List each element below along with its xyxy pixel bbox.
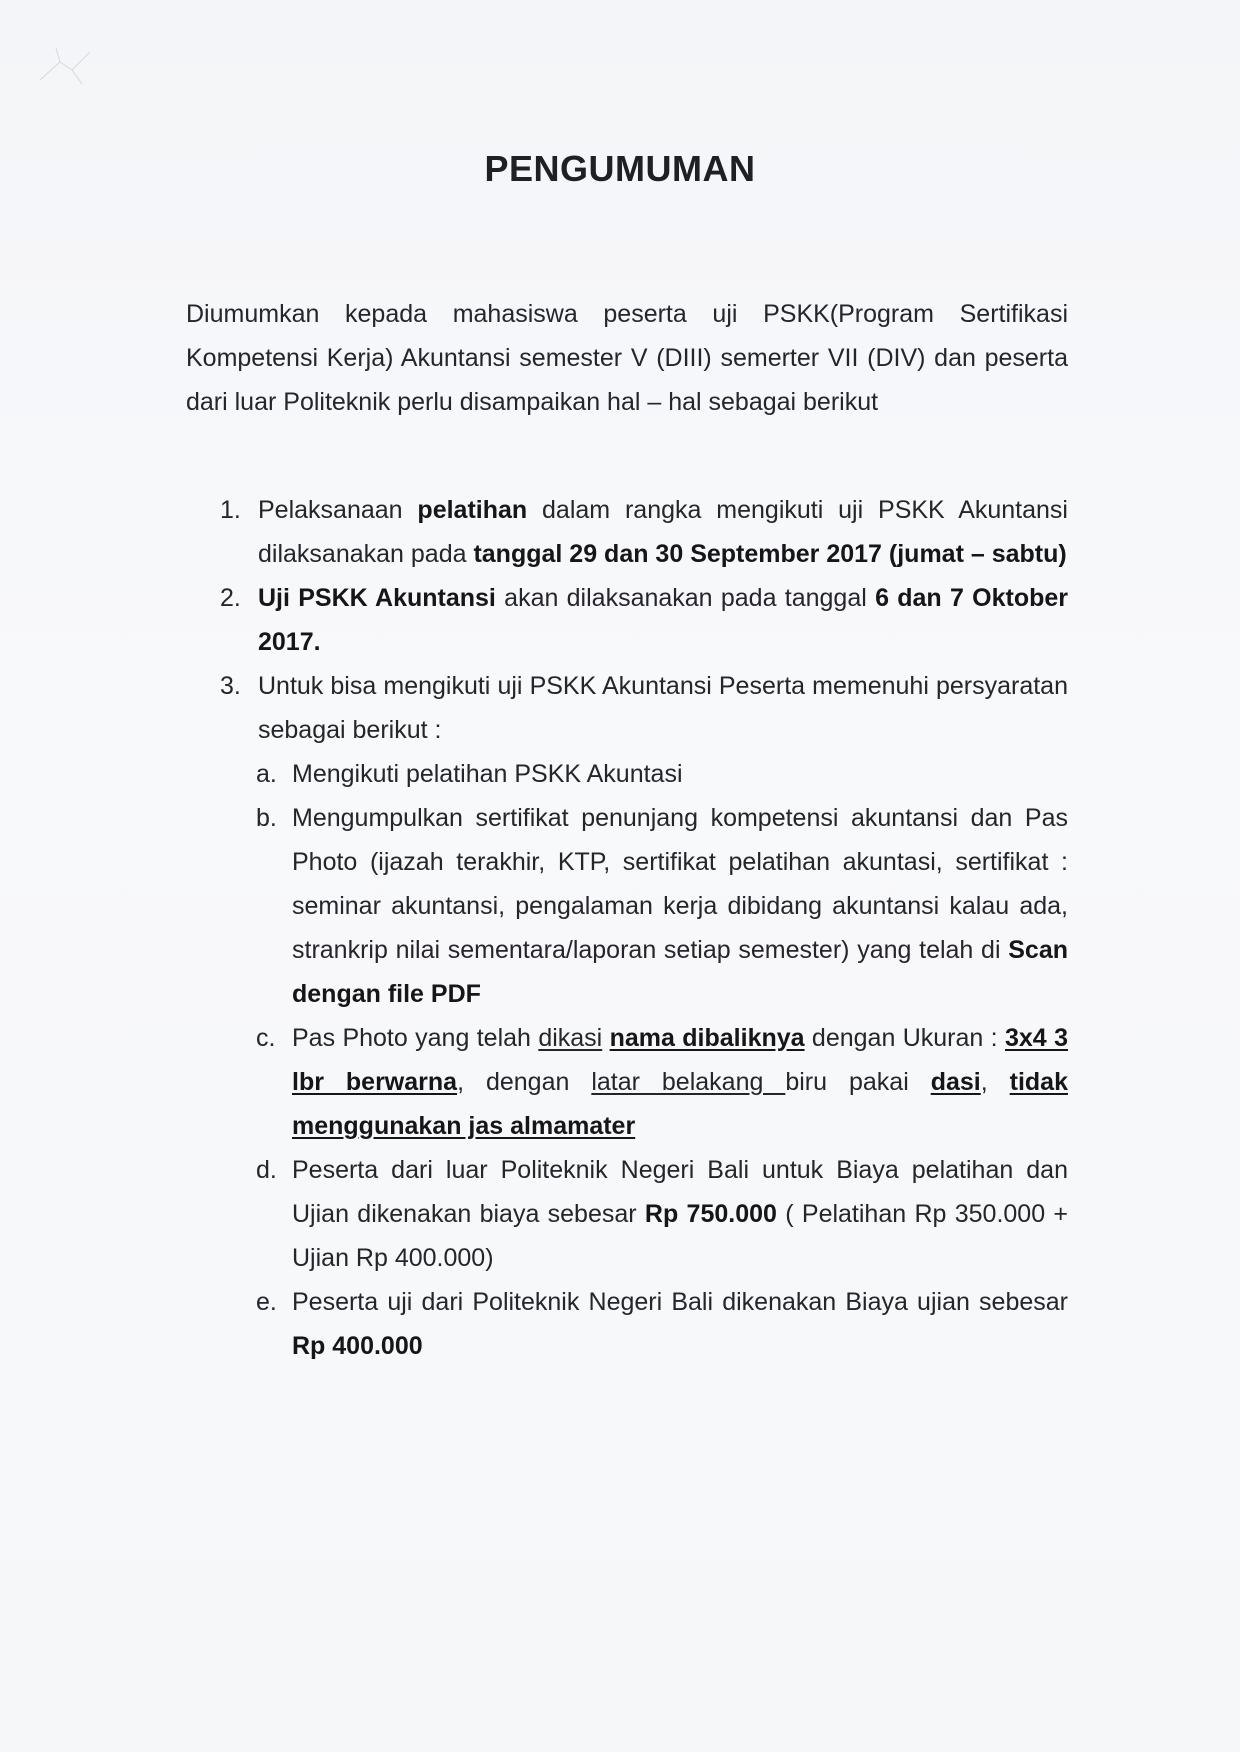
sub-item-text: Mengikuti pelatihan PSKK Akuntasi [292,760,683,788]
sub-item-text: Peserta dari luar Politeknik Negeri Bali untuk Biaya pelatihan dan Ujian dikenakan biaya sebesar [292,1156,1068,1228]
sub-item-bold-underlined-text: 3x4 3 lbr berwarna [292,1024,1068,1096]
sub-item-letter: c. [256,1024,276,1052]
sub-item-text: , dengan [457,1068,592,1096]
sub-item-text: biru pakai [785,1068,931,1096]
sub-item-e [186,1280,1068,1368]
list-item-2 [186,576,1068,664]
item-text: Untuk bisa mengikuti uji PSKK Akuntansi Peserta memenuhi persyaratan sebagai berikut : [258,672,1068,744]
sub-item-text: , [980,1068,1010,1096]
item-text: akan dilaksanakan pada tanggal [495,584,876,612]
item-bold-text: Uji PSKK Akuntansi [258,584,496,612]
sub-item-letter: e. [256,1288,277,1316]
sub-item-bold-underlined-text: dasi [930,1068,981,1096]
announcement-list [186,488,1068,1368]
item-bold-text: tanggal 29 dan 30 September 2017 (jumat – sabtu) [473,540,1067,568]
sub-item-text: ( Pelatihan Rp 350.000 + Ujian Rp 400.000) [292,1200,1069,1272]
sub-item-letter: d. [256,1156,277,1184]
item-bold-text: pelatihan [417,496,528,524]
item-number: 3. [220,672,241,700]
sub-item-text [602,1024,609,1052]
page-title: PENGUMUMAN [484,148,756,189]
item-text: Pelaksanaan [258,496,418,524]
item-bold-text: 6 dan 7 Oktober 2017. [258,584,1068,656]
sub-item-bold-text: Scan dengan file PDF [292,936,1068,1008]
intro-paragraph: Diumumkan kepada mahasiswa peserta uji PSKK(Program Sertifikasi Kompetensi Kerja) Akuntansi semester V (DIII) semerter VII (DIV) dan peserta dari luar Politeknik perlu disampaikan hal – hal sebagai berikut [186,300,1068,416]
item-text: dalam rangka mengikuti uji PSKK Akuntansi dilaksanakan pada [258,496,1068,568]
list-item-3 [186,664,1068,752]
sub-item-b [186,796,1068,1016]
sub-item-c [186,1016,1068,1148]
paper-crease-mark [30,40,120,100]
sub-item-underlined-text: latar belakang [591,1068,786,1096]
sub-item-bold-underlined-text: nama dibaliknya [609,1024,805,1052]
sub-item-underlined-text: dikasi [538,1024,603,1052]
item-number: 2. [220,584,241,612]
list-item-1 [186,488,1068,576]
sub-item-letter: a. [256,760,277,788]
sub-item-bold-text: Rp 400.000 [292,1332,423,1360]
sub-item-text: dengan Ukuran : [804,1024,1005,1052]
sub-item-text: Mengumpulkan sertifikat penunjang kompetensi akuntansi dan Pas Photo (ijazah terakhir, KTP, sertifikat pelatihan akuntasi, sertifikat : seminar akuntansi, pengalaman kerja dibidang akuntansi kalau ada, strankrip nilai sementara/laporan setiap semester) yang telah di [292,804,1068,964]
sub-item-text: Pas Photo yang telah [292,1024,539,1052]
sub-item-letter: b. [256,804,277,832]
sub-item-d [186,1148,1068,1280]
sub-item-bold-underlined-text: tidak menggunakan jas almamater [292,1068,1068,1140]
sub-item-text: Peserta uji dari Politeknik Negeri Bali dikenakan Biaya ujian sebesar [292,1288,1068,1316]
sub-item-a [186,752,1068,796]
item-number: 1. [220,496,241,524]
sub-item-bold-text: Rp 750.000 [644,1200,777,1228]
